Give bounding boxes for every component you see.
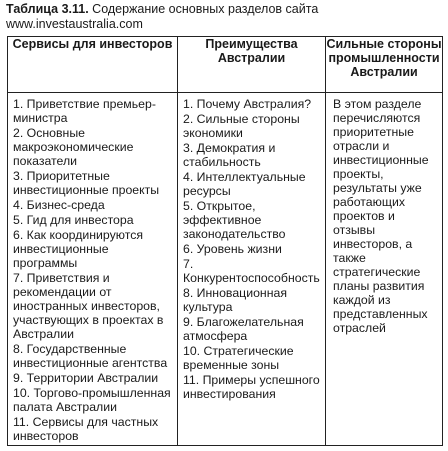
table-number: Таблица 3.11. <box>6 2 89 16</box>
table-caption <box>6 2 446 32</box>
services-list-item: 6. Как координируются инвестиционные программы <box>13 228 144 270</box>
services-list-item: 4. Бизнес-среда <box>13 198 105 212</box>
strengths-cell <box>326 93 443 446</box>
advantages-list-item: 1. Почему Австралия? <box>183 97 312 111</box>
header-row <box>8 37 443 93</box>
services-list-item: 7. Приветствия и рекомендации от иностранных инвесторов, участвующих в проектах в Австралии <box>13 271 164 341</box>
services-cell <box>8 93 178 446</box>
services-list <box>8 93 177 443</box>
services-list-item: 10. Торгово-промышленная палата Австралии <box>13 386 171 414</box>
advantages-list <box>178 93 325 401</box>
advantages-list-item: 3. Демократия и стабильность <box>183 141 276 169</box>
advantages-list-item: 4. Интеллектуальные ресурсы <box>183 170 306 198</box>
services-list-item: 9. Территории Австралии <box>13 371 159 385</box>
advantages-list-item: 6. Уровень жизни <box>183 242 282 256</box>
advantages-list-item: 10. Стратегические временные зоны <box>183 344 294 372</box>
advantages-list-item: 7. Конкурентоспособность <box>183 257 320 285</box>
advantages-list-item: 8. Инновационная культура <box>183 286 287 314</box>
advantages-list-item: 2. Сильные стороны экономики <box>183 112 300 140</box>
advantages-list-item: 5. Открытое, эффективное законодательство <box>183 199 286 241</box>
strengths-description: В этом разделе перечисляются приоритетные отрасли и инвестиционные проекты, результаты уже работающих проектов и отзывы инвесторов, а также стратегические планы развития каждой из представленных отраслей <box>333 97 429 335</box>
header-services: Сервисы для инвесторов <box>8 37 178 93</box>
header-advantages: Преимущества Австралии <box>178 37 326 93</box>
advantages-list-item: 11. Примеры успешного инвестирования <box>183 373 320 401</box>
advantages-cell <box>178 93 326 446</box>
services-list-item: 1. Приветствие премьер-министра <box>13 97 156 125</box>
table-url: www.investaustralia.com <box>6 17 143 31</box>
sections-table <box>7 36 443 446</box>
services-list-item: 11. Сервисы для частных инвесторов <box>13 415 159 443</box>
header-strengths: Сильные стороны промышленности Австралии <box>326 37 443 93</box>
services-list-item: 2. Основные макроэкономические показатели <box>13 126 134 168</box>
advantages-list-item: 9. Благожелательная атмосфера <box>183 315 304 343</box>
services-list-item: 8. Государственные инвестиционные агентства <box>13 342 168 370</box>
table-title: Содержание основных разделов сайта <box>88 2 319 16</box>
services-list-item: 3. Приоритетные инвестиционные проекты <box>13 169 160 197</box>
body-row <box>8 93 443 446</box>
services-list-item: 5. Гид для инвестора <box>13 213 134 227</box>
